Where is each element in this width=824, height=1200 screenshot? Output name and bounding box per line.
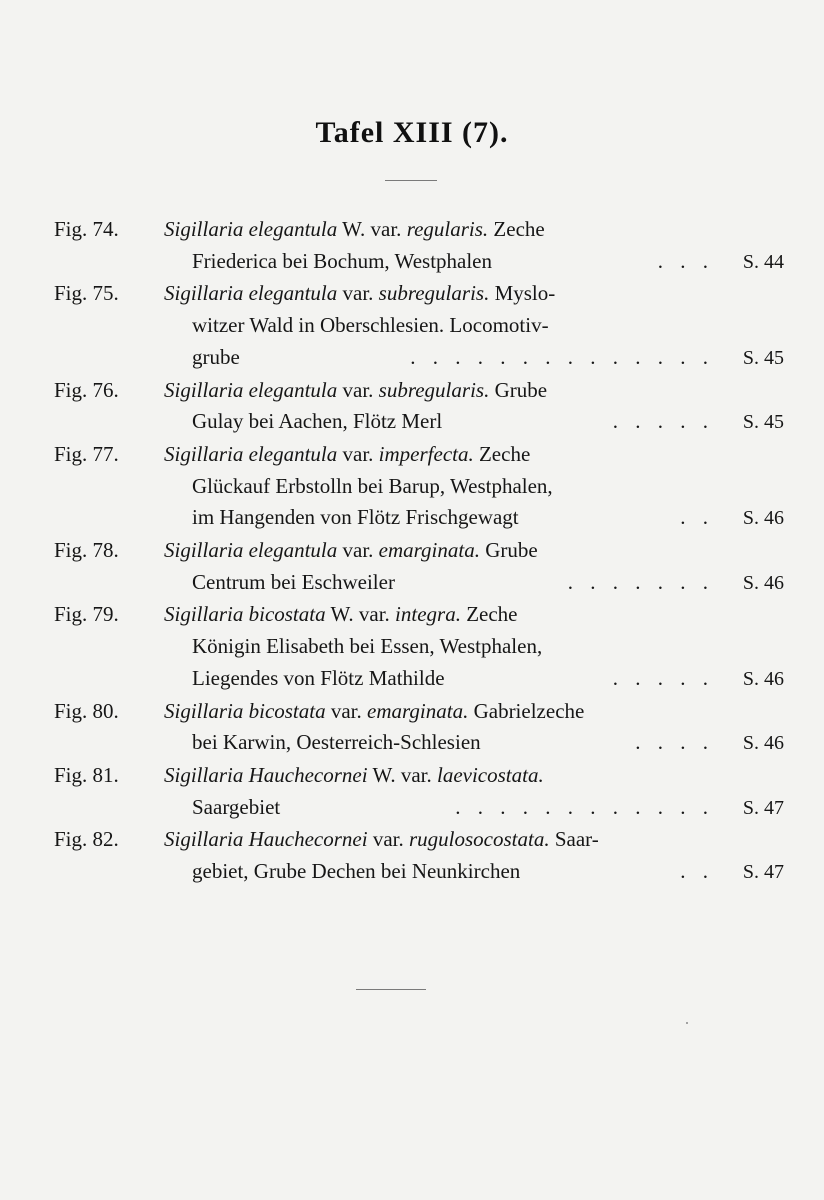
description-text: Sigillaria elegantula var. imperfecta. Zeche xyxy=(164,441,531,466)
figure-number: Fig. 75. xyxy=(54,281,119,306)
description-text: Saargebiet xyxy=(192,794,281,819)
figure-entry xyxy=(54,599,784,695)
figure-entry xyxy=(54,375,784,439)
figure-number: Fig. 79. xyxy=(54,602,119,627)
description-line xyxy=(164,631,784,663)
description-text: Sigillaria elegantula var. emarginata. Grube xyxy=(164,538,538,563)
description-line xyxy=(164,727,784,760)
figure-entry xyxy=(54,535,784,599)
description-line xyxy=(164,792,784,825)
figure-number: Fig. 81. xyxy=(54,762,119,787)
figure-description xyxy=(164,760,784,824)
description-text: Sigillaria bicostata W. var. integra. Zeche xyxy=(164,602,518,627)
page-reference: S. 47 xyxy=(742,861,784,884)
description-line xyxy=(164,471,784,503)
description-line xyxy=(164,856,784,889)
figure-description xyxy=(164,824,784,888)
figure-description xyxy=(164,696,784,760)
description-text: witzer Wald in Oberschlesien. Locomotiv- xyxy=(192,313,549,338)
figure-number: Fig. 76. xyxy=(54,377,119,402)
leader-dots: . . . . . . . . . . . . xyxy=(455,794,714,819)
description-text: Liegendes von Flötz Mathilde xyxy=(192,665,445,690)
figure-description xyxy=(164,599,784,695)
figure-description xyxy=(164,439,784,535)
figure-entry xyxy=(54,824,784,888)
description-text: Sigillaria Hauchecornei W. var. laevicostata. xyxy=(164,762,544,787)
figure-description xyxy=(164,375,784,439)
description-line xyxy=(164,342,784,375)
leader-dots: . . . . . xyxy=(612,409,714,434)
page-reference: S. 45 xyxy=(742,346,784,369)
figure-entry xyxy=(54,760,784,824)
leader-dots: . . xyxy=(680,505,714,530)
figure-entry xyxy=(54,278,784,374)
description-text: grube xyxy=(192,344,240,369)
description-text: Sigillaria elegantula var. subregularis. Myslo- xyxy=(164,281,556,306)
description-text: Sigillaria bicostata var. emarginata. Gabrielzeche xyxy=(164,698,585,723)
description-text: Sigillaria elegantula var. subregularis. Grube xyxy=(164,377,548,402)
description-line xyxy=(164,502,784,535)
page-reference: S. 46 xyxy=(742,667,784,690)
description-text: Friederica bei Bochum, Westphalen xyxy=(192,248,492,273)
title-divider xyxy=(385,180,437,181)
description-text: gebiet, Grube Dechen bei Neunkirchen xyxy=(192,859,521,884)
leader-dots: . . . . . xyxy=(612,665,714,690)
figure-description xyxy=(164,214,784,278)
figure-number: Fig. 78. xyxy=(54,538,119,563)
description-line xyxy=(164,310,784,342)
figure-entry xyxy=(54,214,784,278)
description-line xyxy=(164,696,784,728)
description-text: im Hangenden von Flötz Frischgewagt xyxy=(192,505,519,530)
description-line xyxy=(164,278,784,310)
description-text: Sigillaria elegantula W. var. regularis. Zeche xyxy=(164,217,545,241)
description-line xyxy=(164,439,784,471)
figure-number: Fig. 82. xyxy=(54,827,119,852)
description-text: Königin Elisabeth bei Essen, Westphalen, xyxy=(192,634,543,659)
page-reference: S. 46 xyxy=(742,571,784,594)
leader-dots: . . . . . . . xyxy=(567,569,714,594)
page-reference: S. 47 xyxy=(742,796,784,819)
leader-dots: . . . xyxy=(657,248,714,273)
description-text: bei Karwin, Oesterreich-Schlesien xyxy=(192,730,481,755)
figure-number: Fig. 77. xyxy=(54,441,119,466)
page-title: Tafel XIII (7). xyxy=(315,116,509,149)
description-line xyxy=(164,375,784,407)
page-reference: S. 46 xyxy=(742,732,784,755)
page-reference: S. 46 xyxy=(742,507,784,530)
end-divider xyxy=(356,989,426,990)
description-line xyxy=(164,535,784,567)
leader-dots: . . . . xyxy=(635,730,714,755)
description-text: Sigillaria Hauchecornei var. rugulosocostata. Saar- xyxy=(164,827,599,852)
description-text: Glückauf Erbstolln bei Barup, Westphalen, xyxy=(192,473,553,498)
page-reference: S. 45 xyxy=(742,411,784,434)
description-line xyxy=(164,567,784,600)
description-line xyxy=(164,599,784,631)
description-line xyxy=(164,760,784,792)
description-line xyxy=(164,214,784,246)
figure-list xyxy=(54,214,784,889)
description-text: Gulay bei Aachen, Flötz Merl xyxy=(192,409,443,434)
description-line xyxy=(164,663,784,696)
leader-dots: . . xyxy=(680,859,714,884)
description-line xyxy=(164,406,784,439)
description-line xyxy=(164,824,784,856)
figure-description xyxy=(164,535,784,599)
figure-entry xyxy=(54,439,784,535)
description-text: Centrum bei Eschweiler xyxy=(192,569,395,594)
figure-entry xyxy=(54,696,784,760)
leader-dots: . . . . . . . . . . . . . . xyxy=(410,344,714,369)
figure-number: Fig. 80. xyxy=(54,698,119,723)
description-line xyxy=(164,246,784,279)
figure-number: Fig. 74. xyxy=(54,217,119,241)
page-reference: S. 44 xyxy=(742,250,784,273)
paper-speck xyxy=(686,1022,688,1024)
figure-description xyxy=(164,278,784,374)
